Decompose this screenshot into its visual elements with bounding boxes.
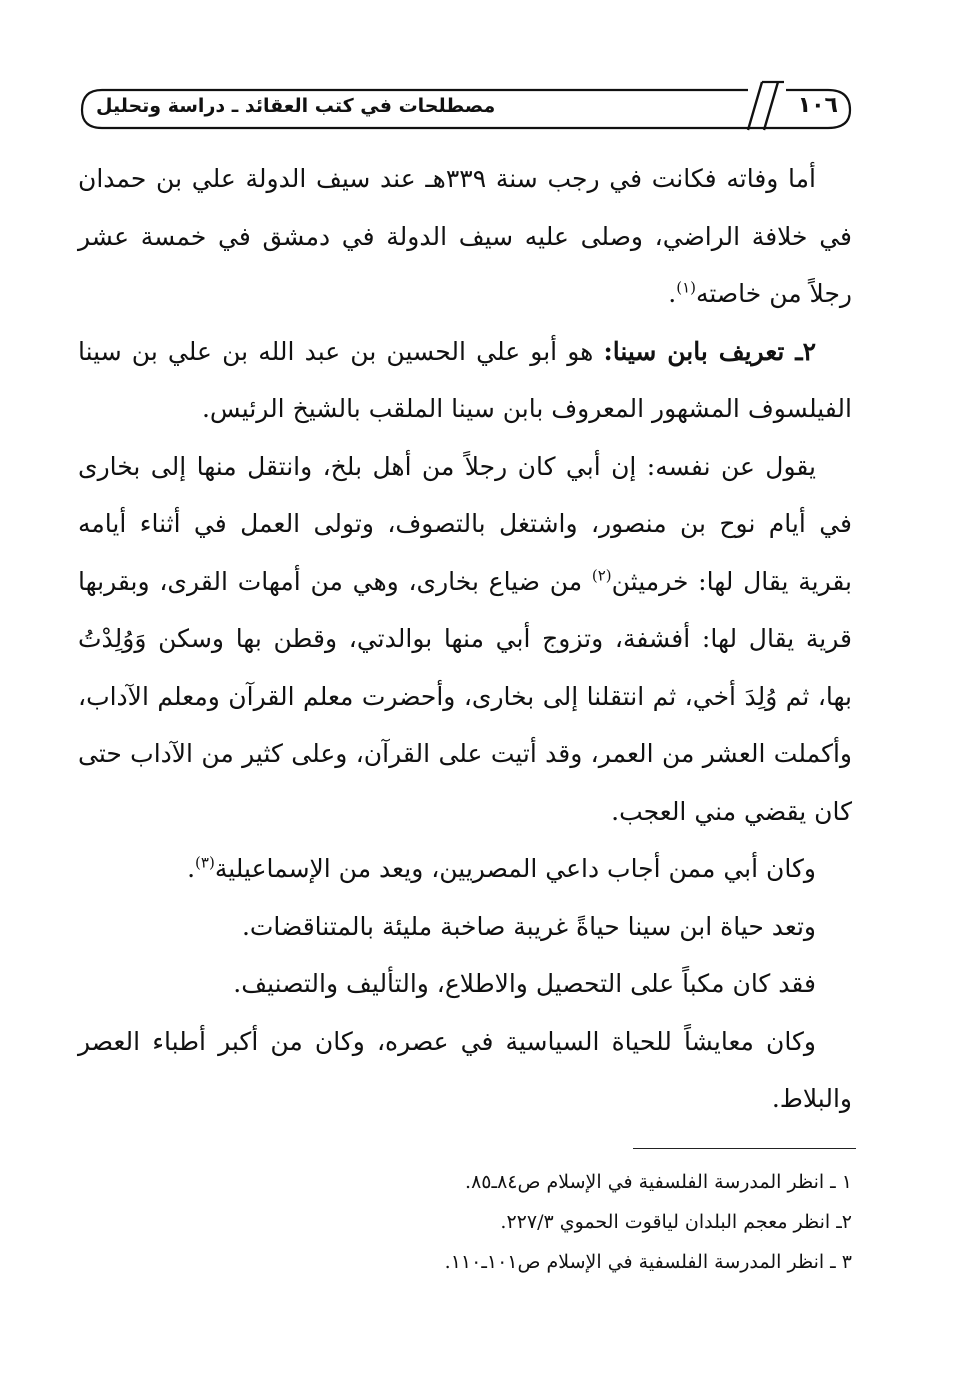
footnote-marker: (٢) bbox=[591, 566, 612, 585]
text-line: من ضياع بخارى، وهي من أمهات القرى، وبقربها قرية يقال لها: أفشفة، وتزوج أبي منها بوالدتي، وقطن بها وسكن وَوُلِدْتُ بها، ثم وُلِدَ أخي، ثم انتقلنا إلى بخارى، وأحضرت معلم القرآن ومعلم الآداب، وأكملت العشر من العمر، وقد أتيت على القرآن، وعلى كثير من الآداب حتى كان يقضي مني العجب. bbox=[78, 566, 852, 826]
section-heading: ٢ـ تعريف بابن سينا: bbox=[603, 336, 816, 366]
text-line: وكان أبي ممن أجاب داعي المصريين، ويعد من الإسماعيلية bbox=[214, 854, 816, 883]
running-title: مصطلحات في كتب العقائد ـ دراسة وتحليل bbox=[96, 95, 496, 117]
paragraph-politics bbox=[78, 1013, 852, 1128]
footnote-marker: (١) bbox=[676, 278, 696, 297]
text-line: وكان معايشاً للحياة السياسية في عصره، وكان من أكبر أطباء العصر والبلاط. bbox=[78, 1026, 852, 1113]
paragraph-study bbox=[78, 955, 852, 1013]
text-line: يقول عن نفسه: إن أبي كان رجلاً من أهل بلخ، وانتقل منها إلى بخارى في أيام نوح بن منصور، واشتغل بالتصوف، وتولى العمل في أثناء أيامه بقرية يقال لها: خرميثن bbox=[78, 451, 852, 596]
paragraph-life bbox=[78, 898, 852, 956]
text-line: . bbox=[668, 279, 677, 308]
text-line: خلافة الراضي، وصلى عليه سيف الدولة في دمشق في خمسة عشر رجلاً من bbox=[78, 221, 852, 308]
page-number: ١٠٦ bbox=[797, 93, 838, 118]
footnote-item: ١ ـ انظر المدرسة الفلسفية في الإسلام ص٨٤ـ٨٥. bbox=[465, 1171, 852, 1193]
text-line: خاصته bbox=[695, 279, 762, 308]
footnote-divider bbox=[633, 1148, 856, 1149]
footnote-item: ٢ـ انظر معجم البلدان لياقوت الحموي ٢٢٧/٣. bbox=[500, 1211, 852, 1233]
main-text bbox=[78, 150, 852, 1128]
text-line: فقد كان مكباً على التحصيل والاطلاع، والتأليف والتصنيف. bbox=[233, 969, 816, 998]
paragraph-autobiography bbox=[78, 438, 852, 841]
paragraph-ismaili bbox=[78, 840, 852, 898]
paragraph-death bbox=[78, 150, 852, 323]
text-line: وتعد حياة ابن سينا حياةً غريبة صاخبة مليئة بالمتناقضات. bbox=[241, 911, 816, 941]
text-line: هو أبو علي الحسين بن عبد الله بن علي بن سينا الفيلسوف المشهور المعروف بابن سينا الملقب بالشيخ الرئيس. bbox=[78, 336, 852, 423]
text-line: . bbox=[187, 854, 196, 883]
footnotes bbox=[300, 1162, 852, 1282]
page-header bbox=[78, 80, 852, 132]
footnote-item: ٣ ـ انظر المدرسة الفلسفية في الإسلام ص١٠١ـ١١٠. bbox=[444, 1251, 852, 1273]
footnote-marker: (٣) bbox=[195, 853, 215, 872]
paragraph-ibn-sina-intro bbox=[78, 323, 852, 438]
text-line: أما وفاته فكانت في رجب سنة ٣٣٩هـ عند سيف الدولة علي بن حمدان في bbox=[78, 164, 852, 251]
